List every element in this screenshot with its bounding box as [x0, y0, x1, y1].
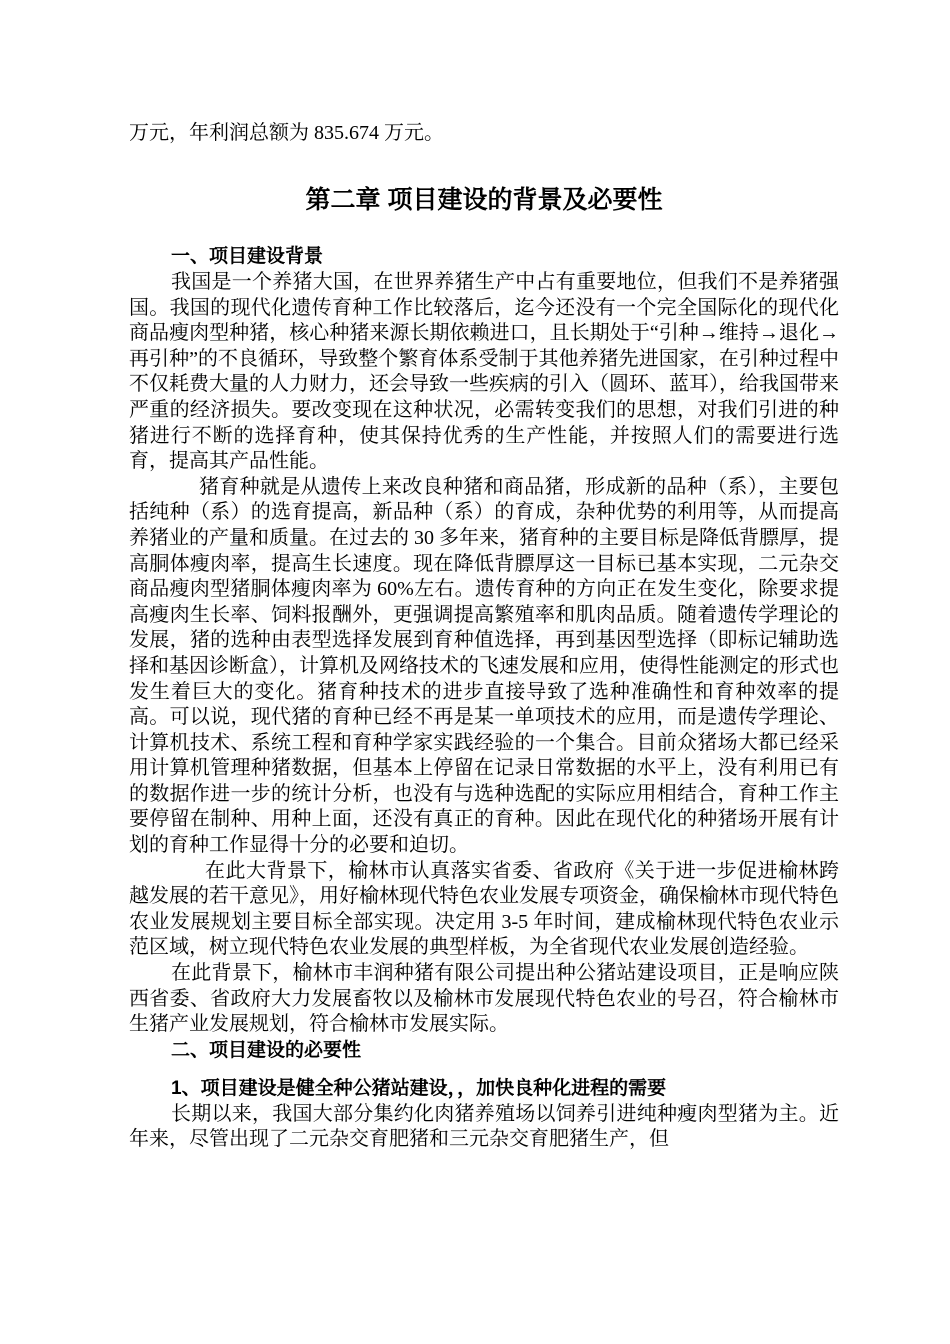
paragraph-background-2: 猪育种就是从遗传上来改良种猪和商品猪，形成新的品种（系），主要包括纯种（系）的选育提高，新品种（系）的育成，杂种优势的利用等，从而提高养猪业的产量和质量。在过去的 30 多年来，猪育种的主要目标是降低背膘厚，提高胴体瘦肉率，提高生长速度。现在降低背膘厚这一目标已基本实现，二元杂交商品瘦肉型猪胴体瘦肉率为 60%左右。遗传育种的方向正在发生变化，除要求提高瘦肉生长率、饲料报酬外，更强调提高繁殖率和肌肉品质。随着遗传学理论的发展，猪的选种由表型选择发展到育种值选择，再到基因型选择（即标记辅助选择和基因诊断盒），计算机及网络技术的飞速发展和应用，使得性能测定的形式也发生着巨大的变化。猪育种技术的进步直接导致了选种准确性和育种效率的提高。可以说，现代猪的育种已经不再是某一单项技术的应用，而是遗传学理论、计算机技术、系统工程和育种学家实践经验的一个集合。目前众猪场大都已经采用计算机管理种猪数据，但基本上停留在记录日常数据的水平上，没有利用已有的数据作进一步的统计分析，也没有与选种选配的实际应用相结合，育种工作主要停留在制种、用种上面，还没有真正的育种。因此在现代化的种猪场开展有计划的育种工作显得十分的必要和迫切。 — [129, 475, 839, 857]
paragraph-background-3: 在此大背景下，榆林市认真落实省委、省政府《关于进一步促进榆林跨越发展的若干意见》，用好榆林现代特色农业发展专项资金，确保榆林市现代特色农业发展规划主要目标全部实现。决定用 3-5 年时间，建成榆林现代特色农业示范区域，树立现代特色农业发展的典型样板，为全省现代农业发展创造经验。 — [129, 859, 839, 959]
section-heading-necessity: 二、项目建设的必要性 — [171, 1039, 362, 1061]
document-page — [129, 120, 839, 1153]
paragraph-background-1: 我国是一个养猪大国，在世界养猪生产中占有重要地位，但我们不是养猪强国。我国的现代化遗传育种工作比较落后，迄今还没有一个完全国际化的现代化商品瘦肉型种猪，核心种猪来源长期依赖进口，且长期处于“引种→维持→退化→再引种”的不良循环，导致整个繁育体系受制于其他养猪先进国家，在引种过程中不仅耗费大量的人力财力，还会导致一些疾病的引入（圆环、蓝耳），给我国带来严重的经济损失。要改变现在这种状况，必需转变我们的思想，对我们引进的种猪进行不断的选择育种，使其保持优秀的生产性能，并按照人们的需要进行选育，提高其产品性能。 — [129, 271, 839, 473]
paragraph-background-4: 在此背景下，榆林市丰润种猪有限公司提出种公猪站建设项目，正是响应陕西省委、省政府大力发展畜牧以及榆林市发展现代特色农业的号召，符合榆林市生猪产业发展规划，符合榆林市发展实际。 — [129, 962, 839, 1036]
chapter-title: 第二章 项目建设的背景及必要性 — [305, 186, 663, 214]
paragraph-necessity-1: 长期以来，我国大部分集约化肉猪养殖场以饲养引进纯种瘦肉型猪为主。近年来，尽管出现了二元杂交育肥猪和三元杂交育肥猪生产，但 — [129, 1102, 839, 1151]
section-heading-background: 一、项目建设背景 — [171, 246, 324, 267]
subheading-necessity-1: 1、项目建设是健全种公猪站建设，，加快良种化进程的需要 — [171, 1077, 667, 1099]
continuation-line: 万元，年利润总额为 835.674 万元。 — [129, 122, 444, 144]
